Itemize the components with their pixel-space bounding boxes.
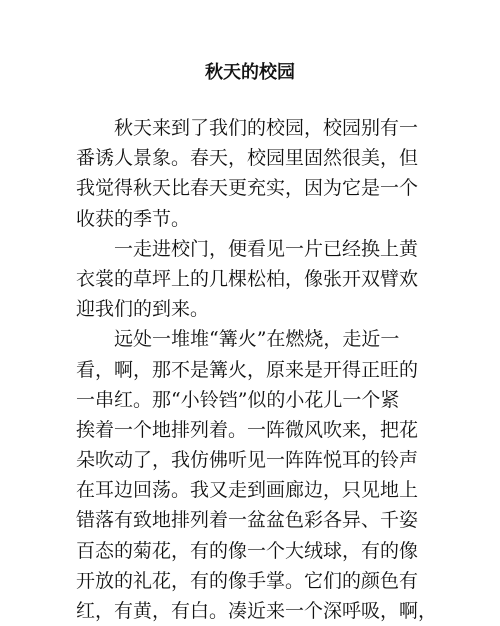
- text-line: 看，啊，那不是篝火，原来是开得正旺的: [76, 358, 419, 381]
- text-line: 红，有黄，有白。凑近来一个深呼吸，啊，: [76, 600, 438, 622]
- text-line: 番诱人景象。春天，校园里固然很美，但: [76, 147, 419, 170]
- text-line: 挨着一个地排列着。一阵微风吹来，把花: [76, 418, 419, 441]
- text-line: 收获的季节。: [76, 207, 191, 230]
- text-line: 秋天来到了我们的校园，校园别有一: [114, 117, 419, 139]
- text-line: 错落有致地排列着一盆盆色彩各异、千姿: [76, 509, 419, 532]
- text-line: 在耳边回荡。我又走到画廊边，只见地上: [76, 479, 419, 502]
- text-line: 开放的礼花，有的像手掌。它们的颜色有: [76, 569, 419, 592]
- text-line: 衣裳的草坪上的几棵松柏，像张开双臂欢: [76, 267, 419, 290]
- text-line: 我觉得秋天比春天更充实，因为它是一个: [76, 177, 419, 200]
- text-line: 一走进校门，便看见一片已经换上黄: [114, 237, 419, 260]
- text-line: 朵吹动了，我仿佛听见一阵阵悦耳的铃声: [76, 449, 419, 472]
- text-line: 一串红。那“小铃铛”似的小花儿一个紧: [76, 388, 400, 411]
- document-body: [76, 113, 438, 626]
- text-line: 远处一堆堆“篝火”在燃烧，走近一: [114, 328, 400, 351]
- document-title: 秋天的校园: [205, 62, 295, 83]
- text-line: 迎我们的到来。: [76, 298, 210, 321]
- text-line: 百态的菊花，有的像一个大绒球，有的像: [76, 539, 419, 562]
